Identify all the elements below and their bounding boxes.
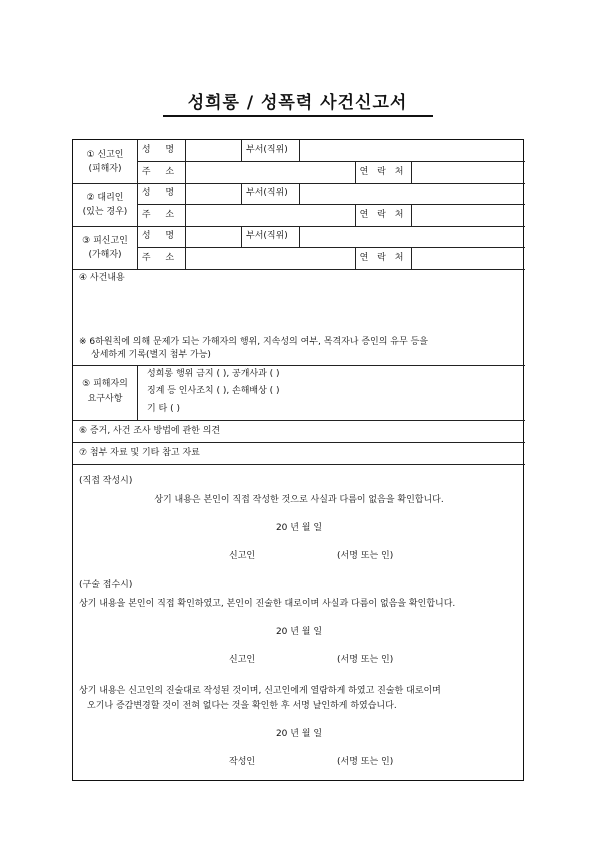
name-label: 성 명 [141,145,181,155]
sign-hint: (서명 또는 인) [337,551,394,561]
attachments-label: ⑦ 첨부 자료 및 기타 참고 자료 [79,448,200,458]
incident-label: ④ 사건내용 [79,273,125,283]
oral-label: (구술 접수시) [79,580,133,590]
demand-item: 성희롱 행위 금지 ( ), 공개사과 ( ) [147,369,280,379]
sign-hint: (서명 또는 인) [337,757,394,767]
address-label: 주 소 [141,167,181,177]
date-line: 20 년 월 일 [275,627,323,637]
dept-label: 부서(직위) [246,231,288,241]
demand-item: 기 타 ( ) [147,404,180,414]
reporter-sign-label: 신고인 [229,551,256,561]
proxy-label: ② 대리인 (있는 경우) [82,193,128,217]
accused-label: ③ 피신고인 (가해자) [82,236,128,260]
direct-statement: 상기 내용은 본인이 직접 작성한 것으로 사실과 다름이 없음을 확인합니다. [154,495,444,505]
incident-note-line2: 상세하게 기록(별지 첨부 가능) [91,350,211,360]
address-label: 주 소 [141,253,181,263]
contact-label: 연 락 처 [359,167,407,177]
demand-item: 징계 등 인사조치 ( ), 손해배상 ( ) [147,386,280,396]
evidence-label: ⑥ 증거, 사건 조사 방법에 관한 의견 [79,426,221,436]
title-underline [163,115,433,117]
writer-statement-line2: 오기나 증감변경할 것이 전혀 없다는 것을 확인한 후 서명 날인하게 하였습니다. [87,701,397,711]
dept-label: 부서(직위) [246,188,288,198]
address-label: 주 소 [141,210,181,220]
report-form [72,139,524,781]
sign-hint: (서명 또는 인) [337,655,394,665]
incident-note-line1: ※ 6하원칙에 의해 문제가 되는 가해자의 행위, 지속성의 여부, 목격자나 증인의 유무 등을 [79,337,428,347]
name-label: 성 명 [141,188,181,198]
reporter-sign-label: 신고인 [229,655,256,665]
date-line: 20 년 월 일 [275,729,323,739]
date-line: 20 년 월 일 [275,523,323,533]
document-title: 성희롱 / 성폭력 사건신고서 [187,93,408,113]
writer-statement-line1: 상기 내용은 신고인의 진술대로 작성된 것이며, 신고인에게 열람하게 하였고 진술한 대로이며 [79,686,441,696]
oral-statement: 상기 내용을 본인이 직접 확인하였고, 본인이 진술한 대로이며 사실과 다름이 없음을 확인합니다. [79,599,456,609]
direct-label: (직접 작성시) [79,476,133,486]
contact-label: 연 락 처 [359,210,407,220]
reporter-label: ① 신고인 (피해자) [86,150,124,174]
demands-label: ⑤ 피해자의 요구사항 [82,379,128,404]
writer-sign-label: 작성인 [229,757,256,767]
name-label: 성 명 [141,231,181,241]
dept-label: 부서(직위) [246,145,288,155]
contact-label: 연 락 처 [359,253,407,263]
